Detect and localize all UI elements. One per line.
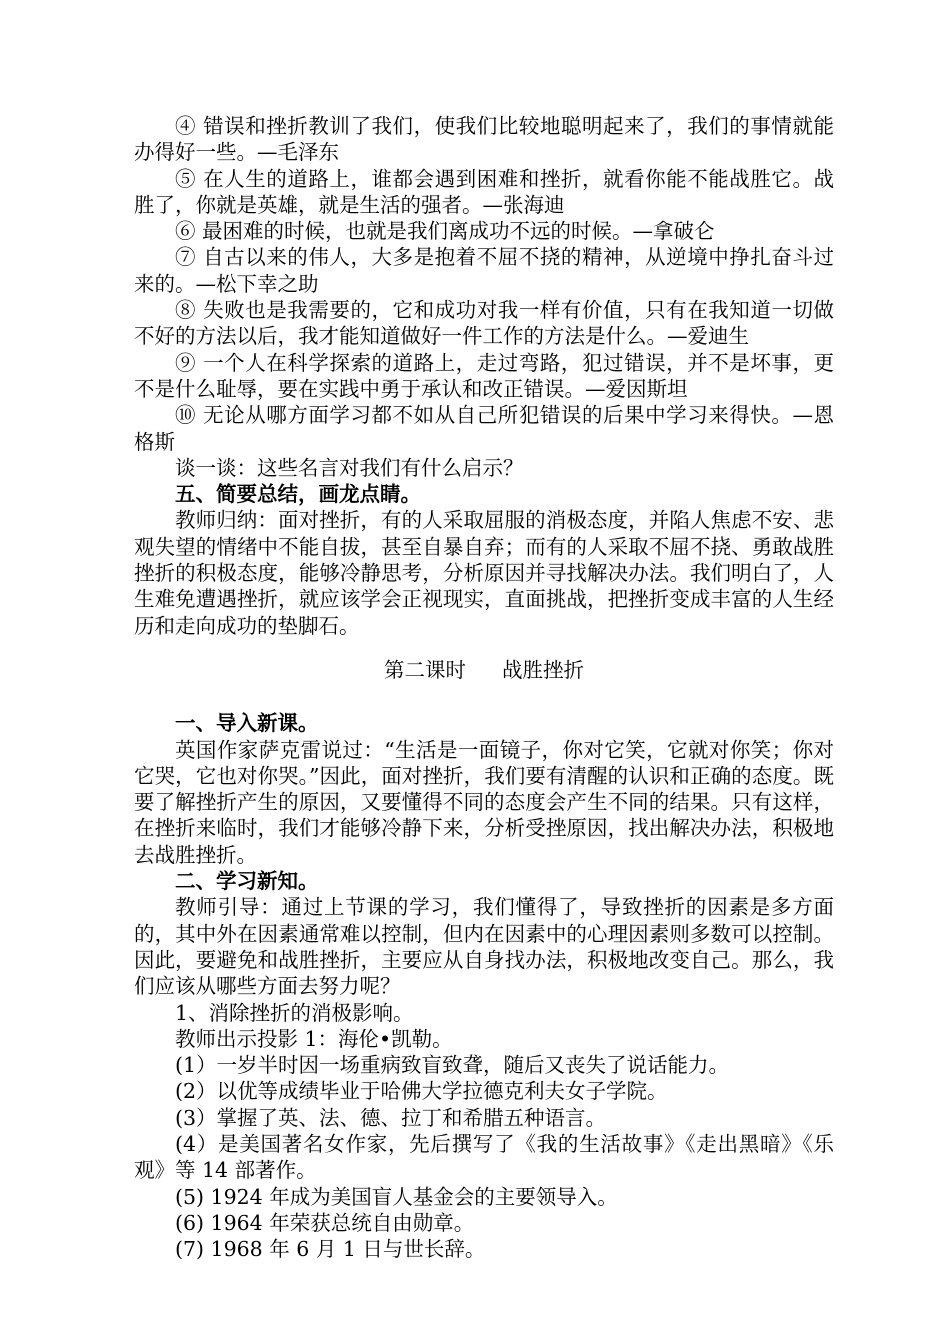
quote-10: ⑩ 无论从哪方面学习都不如从自己所犯错误的后果中学习来得快。—恩格斯	[134, 403, 834, 454]
lesson-title	[134, 657, 834, 683]
fact-item: (5) 1924 年成为美国盲人基金会的主要领导入。	[175, 1184, 618, 1209]
point-1: 1、消除挫折的消极影响。	[175, 1000, 414, 1025]
teacher-guide: 教师引导：通过上节课的学习，我们懂得了，导致挫折的因素是多方面的，其中外在因素通常难以控制，但内在因素中的心理因素则多数可以控制。因此，要避免和战胜挫折，主要应从自身找办法，积极地改变自己。那么，我们应该从哪些方面去努力呢？	[134, 895, 834, 999]
section-5-heading: 五、简要总结，画龙点睛。	[175, 482, 421, 507]
quote-9: ⑨ 一个人在科学探索的道路上，走过弯路，犯过错误，并不是坏事，更不是什么耻辱，要在实践中勇于承认和改正错误。—爱因斯坦	[134, 350, 834, 401]
document-body	[134, 113, 834, 1262]
fact-item: (1）一岁半时因一场重病致盲致聋，随后又丧失了说话能力。	[175, 1053, 730, 1078]
fact-item: (6) 1964 年荣获总统自由勋章。	[175, 1210, 475, 1235]
quote-8: ⑧ 失败也是我需要的，它和成功对我一样有价值，只有在我知道一切做不好的方法以后，我才能知道做好一件工作的方法是什么。—爱迪生	[134, 298, 834, 349]
fact-item: (3）掌握了英、法、德、拉丁和希腊五种语言。	[175, 1105, 607, 1130]
quote-5: ⑤ 在人生的道路上，谁都会遇到困难和挫折，就看你能不能战胜它。战胜了，你就是英雄，就是生活的强者。—张海迪	[134, 166, 834, 217]
teacher-summary: 教师归纳：面对挫折，有的人采取屈服的消极态度，并陷人焦虑不安、悲观失望的情绪中不能自拔，甚至自暴自弃；而有的人采取不屈不挠、勇敢战胜挫折的积极态度，能够冷静思考，分析原因并寻找解决办法。我们明白了，人生难免遭遇挫折，就应该学会正视现实，直面挑战，把挫折变成丰富的人生经历和走向成功的垫脚石。	[134, 508, 834, 638]
quote-6: ⑥ 最困难的时候，也就是我们离成功不远的时候。—拿破仑	[175, 219, 715, 244]
lesson-title-topic: 战胜挫折	[502, 657, 584, 682]
fact-item: (7) 1968 年 6 月 1 日与世长辞。	[175, 1237, 486, 1262]
section-1-heading: 一、导入新课。	[175, 711, 319, 736]
section-2-heading: 二、学习新知。	[175, 869, 319, 894]
projection-title: 教师出示投影 1：海伦•凯勒。	[175, 1026, 453, 1051]
fact-item: (2）以优等成绩毕业于哈佛大学拉德克利夫女子学院。	[175, 1079, 668, 1104]
quote-7: ⑦ 自古以来的伟人，大多是抱着不屈不挠的精神，从逆境中挣扎奋斗过来的。—松下幸之助	[134, 245, 834, 296]
intro-paragraph: 英国作家萨克雷说过：“生活是一面镜子，你对它笑，它就对你笑；你对它哭，它也对你哭。”因此，面对挫折，我们要有清醒的认识和正确的态度。既要了解挫折产生的原因，又要懂得不同的态度会产生不同的结果。只有这样，在挫折来临时，我们才能够冷静下来，分析受挫原因，找出解决办法，积极地去战胜挫折。	[134, 737, 834, 867]
discussion-prompt: 谈一谈：这些名言对我们有什么启示？	[175, 455, 524, 480]
fact-item: (4）是美国著名女作家，先后撰写了《我的生活故事》《走出黑暗》《乐观》等 14 部著作。	[134, 1131, 834, 1183]
lesson-title-number: 第二课时	[384, 657, 466, 682]
quote-4: ④ 错误和挫折教训了我们，使我们比较地聪明起来了，我们的事情就能办得好一些。—毛泽东	[134, 114, 834, 165]
